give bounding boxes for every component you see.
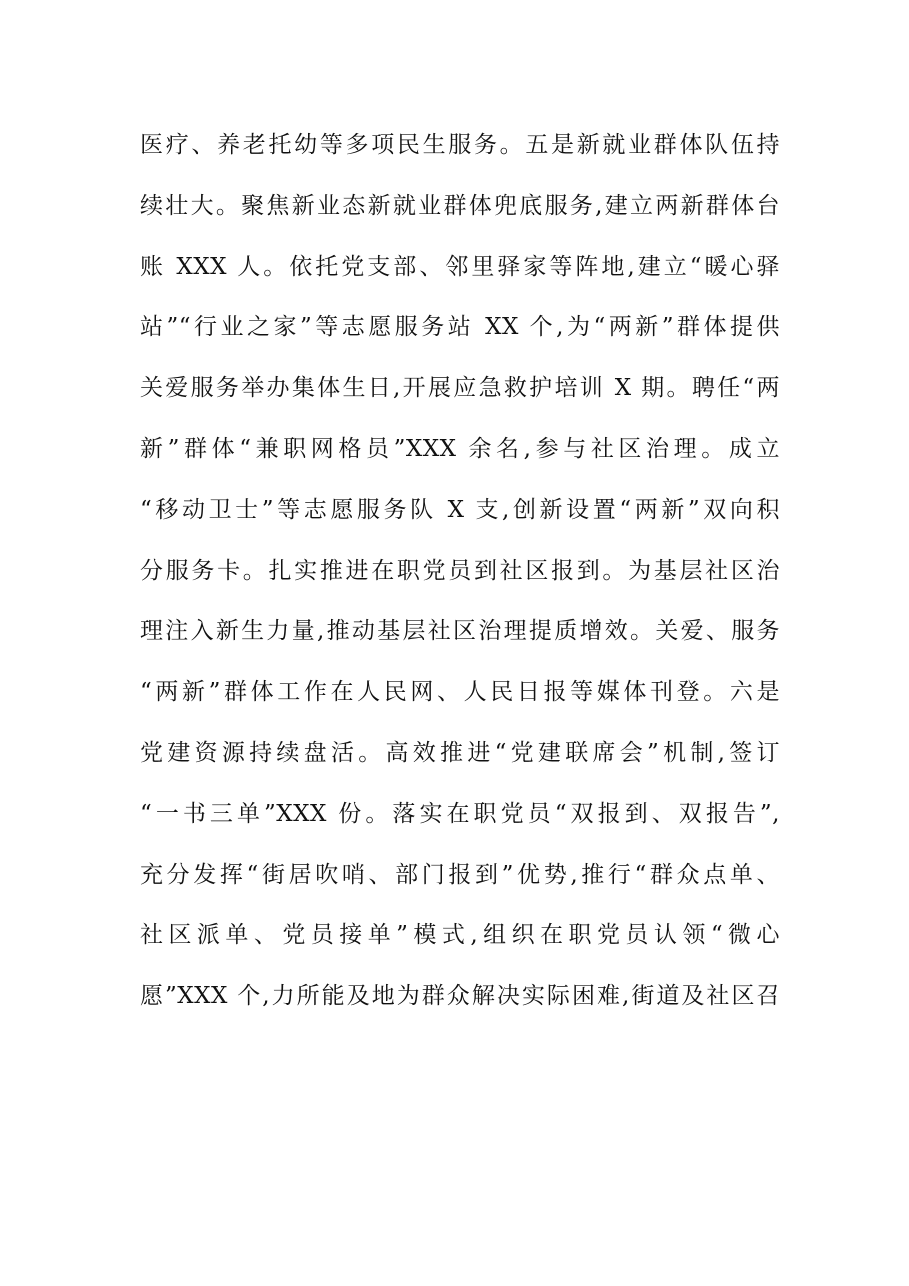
text-line: 新”群体“兼职网格员”XXX 余名,参与社区治理。成立: [140, 435, 780, 462]
text-line: 社区派单、党员接单”模式,组织在职党员认领“微心: [140, 922, 780, 949]
text-line: 续壮大。聚焦新业态新就业群体兜底服务,建立两新群体台: [140, 192, 780, 219]
text-line: 医疗、养老托幼等多项民生服务。五是新就业群体队伍持: [140, 132, 780, 158]
text-line: 账 XXX 人。依托党支部、邻里驿家等阵地,建立“暖心驿: [140, 253, 780, 280]
text-line: 关爱服务举办集体生日,开展应急救护培训 X 期。聘任“两: [140, 375, 780, 402]
text-line: 充分发挥“街居吹哨、部门报到”优势,推行“群众点单、: [140, 861, 780, 888]
text-line: “一书三单”XXX 份。落实在职党员“双报到、双报告”,: [140, 800, 780, 827]
text-line: 愿”XXX 个,力所能及地为群众解决实际困难,街道及社区召: [140, 983, 780, 1010]
text-line: “两新”群体工作在人民网、人民日报等媒体刊登。六是: [140, 679, 780, 706]
text-line: “移动卫士”等志愿服务队 X 支,创新设置“两新”双向积: [140, 496, 780, 523]
text-line: 理注入新生力量,推动基层社区治理提质增效。关爱、服务: [140, 618, 780, 645]
text-line: 站”“行业之家”等志愿服务站 XX 个,为“两新”群体提供: [140, 314, 780, 341]
text-line: 分服务卡。扎实推进在职党员到社区报到。为基层社区治: [140, 557, 780, 584]
body-paragraph: [140, 115, 780, 1027]
text-line: 党建资源持续盘活。高效推进“党建联席会”机制,签订: [140, 739, 780, 766]
